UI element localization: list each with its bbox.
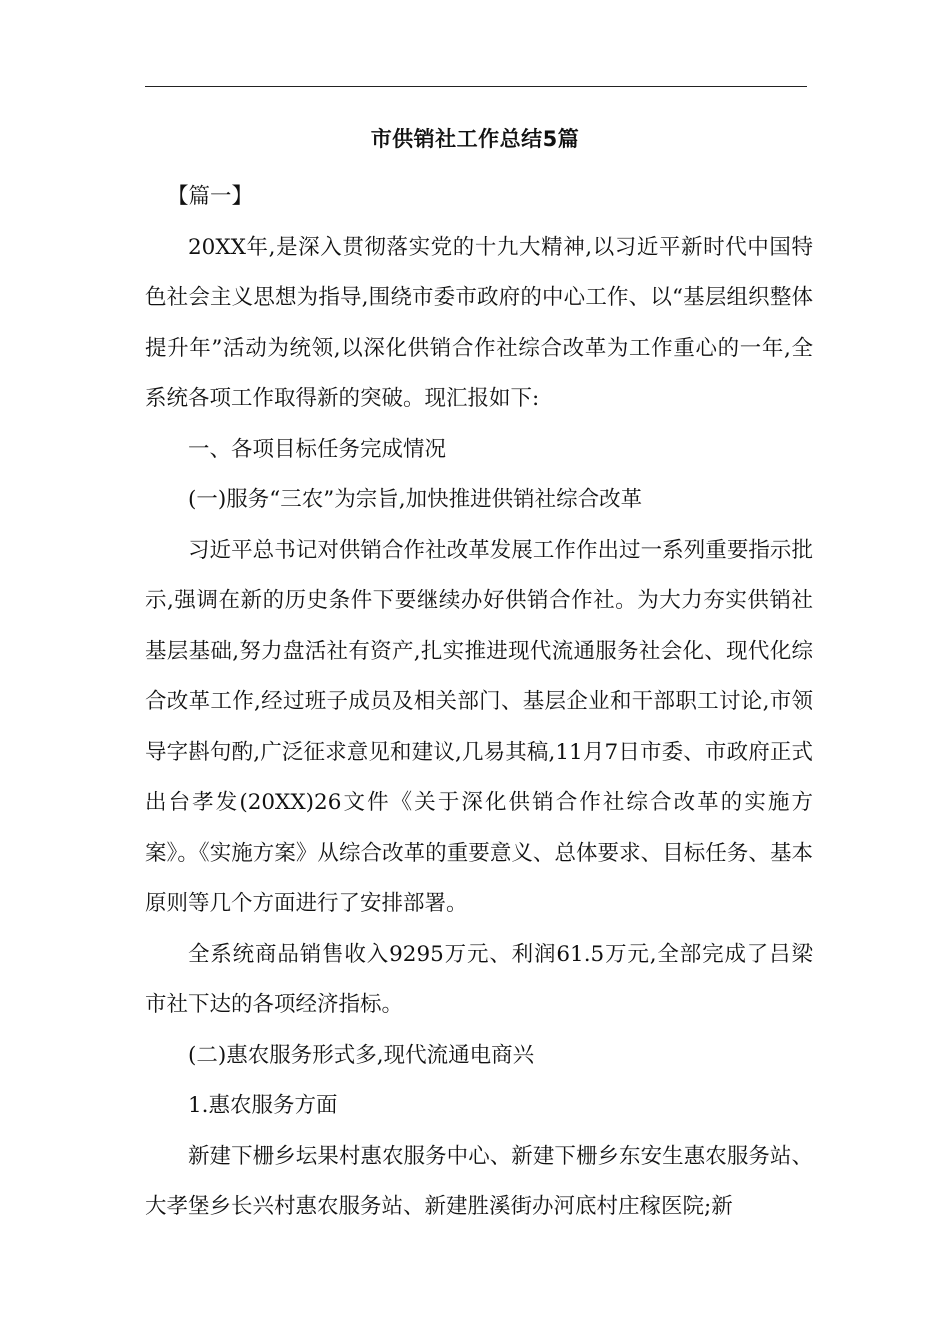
section-heading: 【篇一】 bbox=[167, 184, 254, 209]
paragraph: (二)惠农服务形式多,现代流通电商兴 bbox=[188, 1042, 535, 1068]
paragraph: 一、各项目标任务完成情况 bbox=[188, 436, 447, 462]
paragraph: 全系统商品销售收入9295万元、利润61.5万元,全部完成了吕梁市社下达的各项经济指标。 bbox=[145, 941, 813, 1017]
document-title: 市供销社工作总结5篇 bbox=[370, 127, 580, 151]
paragraph: 新建下栅乡坛果村惠农服务中心、新建下栅乡东安生惠农服务站、大孝堡乡长兴村惠农服务站、新建胜溪街办河底村庄稼医院;新 bbox=[145, 1143, 813, 1219]
paragraph: 习近平总书记对供销合作社改革发展工作作出过一系列重要指示批示,强调在新的历史条件下要继续办好供销合作社。为大力夯实供销社基层基础,努力盘活社有资产,扎实推进现代流通服务社会化、现代化综合改革工作,经过班子成员及相关部门、基层企业和干部职工讨论,市领导字斟句酌,广泛征求意见和建议,几易其稿,11月7日市委、市政府正式出台孝发(20XX)26文件《关于深化供销合作社综合改革的实施方案》。《实施方案》从综合改革的重要意义、总体要求、目标任务、基本原则等几个方面进行了安排部署。 bbox=[145, 537, 813, 916]
paragraph: 1.惠农服务方面 bbox=[188, 1093, 338, 1118]
paragraph: 20XX年,是深入贯彻落实党的十九大精神,以习近平新时代中国特色社会主义思想为指导,围绕市委市政府的中心工作、以“基层组织整体提升年”活动为统领,以深化供销合作社综合改革为工作重心的一年,全系统各项工作取得新的突破。现汇报如下: bbox=[145, 234, 813, 411]
paragraph: (一)服务“三农”为宗旨,加快推进供销社综合改革 bbox=[188, 487, 643, 512]
header-rule bbox=[145, 86, 807, 87]
document-body bbox=[145, 170, 813, 1233]
